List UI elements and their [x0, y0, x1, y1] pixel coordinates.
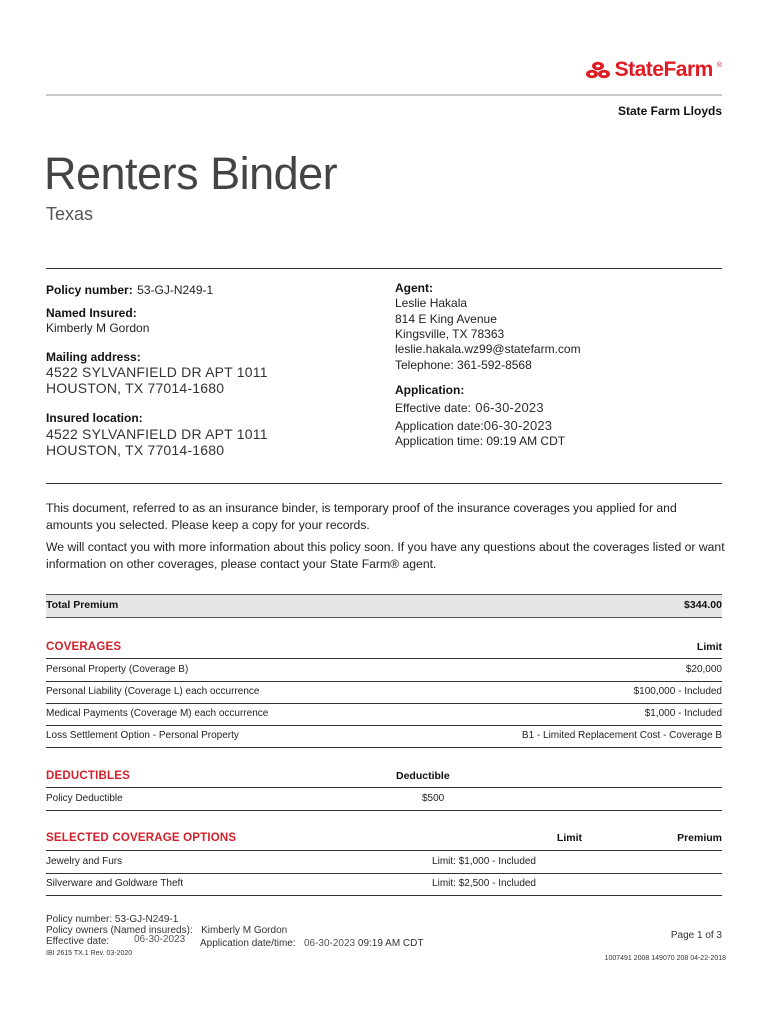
section-divider [46, 268, 722, 269]
footer-app-label: Application date/time: [200, 938, 296, 949]
effective-date: 06-30-2023 [475, 400, 544, 415]
total-premium-bar [46, 594, 722, 618]
coverage-limit: $1,000 - Included [644, 708, 722, 719]
footer-effective-label: Effective date: [46, 936, 110, 947]
document-code: 1007491 2008 149070 208 04-22-2018 [604, 955, 726, 962]
footer-owners: Kimberly M Gordon [201, 925, 288, 936]
coverage-name: Loss Settlement Option - Personal Property [46, 730, 239, 741]
form-id: IBI 2615 TX.1 Rev. 03-2020 [46, 950, 133, 957]
table-row [46, 681, 722, 704]
page-title: Renters Binder [44, 148, 338, 199]
deductible-header: Deductible [396, 770, 450, 782]
coverage-name: Personal Liability (Coverage L) each occurrence [46, 686, 260, 697]
deductible-value: $500 [422, 793, 445, 804]
option-name: Silverware and Goldware Theft [46, 878, 184, 889]
header-divider [46, 94, 722, 96]
coverages-limit-header: Limit [696, 641, 722, 653]
total-premium-value: $344.00 [684, 599, 722, 611]
agent-street: 814 E King Avenue [395, 312, 497, 326]
footer-application-line [200, 938, 424, 949]
three-ovals-icon [585, 61, 611, 79]
coverage-name: Medical Payments (Coverage M) each occurrence [46, 708, 269, 719]
registered-mark: ® [716, 61, 722, 69]
intro-paragraph-2: We will contact you with more information about this policy soon. If you have any questions about the coverages listed or want information on other coverages, please contact your State Farm® agent. [46, 540, 725, 571]
footer-effective-date: 06-30-2023 [133, 934, 186, 945]
policy-number-line [46, 281, 213, 299]
effective-date-label: Effective date: [395, 401, 471, 415]
named-insured-label: Named Insured: [46, 306, 137, 320]
application-date-label: Application date: [395, 419, 484, 433]
agent-email[interactable]: leslie.hakala.wz99@statefarm.com [395, 342, 581, 356]
agent-city: Kingsville, TX 78363 [395, 327, 505, 341]
table-row [46, 851, 722, 874]
coverage-limit: B1 - Limited Replacement Cost - Coverage B [521, 730, 722, 741]
option-name: Jewelry and Furs [46, 856, 123, 867]
named-insured: Kimberly M Gordon [46, 321, 150, 335]
policy-number-label: Policy number: [46, 283, 133, 297]
state-subtitle: Texas [46, 204, 94, 224]
footer-app-date: 06-30-2023 [303, 938, 356, 949]
coverage-limit: $100,000 - Included [633, 686, 722, 697]
footer-policy-number: Policy number: 53-GJ-N249-1 [46, 914, 179, 925]
agent-name: Leslie Hakala [395, 296, 468, 310]
page-number: Page 1 of 3 [670, 930, 722, 941]
coverages-title: COVERAGES [46, 641, 122, 653]
options-premium-header: Premium [677, 832, 722, 844]
option-limit: Limit: $1,000 - Included [432, 856, 536, 867]
mailing-address-line1: 4522 SYLVANFIELD DR APT 1011 [46, 364, 268, 380]
agent-label: Agent: [395, 281, 433, 295]
insured-location-label: Insured location: [46, 411, 143, 425]
application-time: Application time: 09:19 AM CDT [395, 434, 566, 448]
table-row [46, 659, 722, 682]
footer-app-time: 09:19 AM CDT [357, 938, 424, 949]
effective-date-line [395, 399, 544, 417]
total-premium-label: Total Premium [46, 599, 119, 611]
application-label: Application: [395, 383, 465, 397]
insured-location-line2: HOUSTON, TX 77014-1680 [46, 442, 225, 458]
state-farm-logo [585, 58, 722, 82]
coverage-name: Personal Property (Coverage B) [46, 664, 189, 675]
policy-number: 53-GJ-N249-1 [137, 283, 214, 297]
mailing-address-label: Mailing address: [46, 350, 141, 364]
deductible-name: Policy Deductible [46, 793, 123, 804]
agent-phone: Telephone: 361-592-8568 [395, 358, 532, 372]
options-title: SELECTED COVERAGE OPTIONS [46, 832, 237, 844]
option-limit: Limit: $2,500 - Included [432, 878, 536, 889]
application-date-line [395, 417, 552, 435]
application-date: 06-30-2023 [483, 418, 553, 433]
table-row [46, 725, 722, 748]
options-limit-header: Limit [556, 832, 582, 844]
company-name: State Farm Lloyds [617, 104, 722, 118]
coverage-limit: $20,000 [685, 664, 722, 675]
table-row [46, 703, 722, 726]
mailing-address-line2: HOUSTON, TX 77014-1680 [46, 380, 225, 396]
logo-wordmark: StateFarm [614, 58, 713, 81]
insured-location-line1: 4522 SYLVANFIELD DR APT 1011 [46, 426, 268, 442]
table-row [46, 788, 722, 811]
section-divider [46, 483, 722, 484]
table-row [46, 873, 722, 896]
footer-owners-label: Policy owners (Named insureds): [46, 925, 193, 936]
deductibles-title: DEDUCTIBLES [46, 770, 130, 782]
footer-effective-line [46, 934, 186, 947]
intro-paragraph-1: This document, referred to as an insurance binder, is temporary proof of the insurance coverages you applied for and amounts you selected. Please keep a copy for your records. [46, 501, 677, 532]
